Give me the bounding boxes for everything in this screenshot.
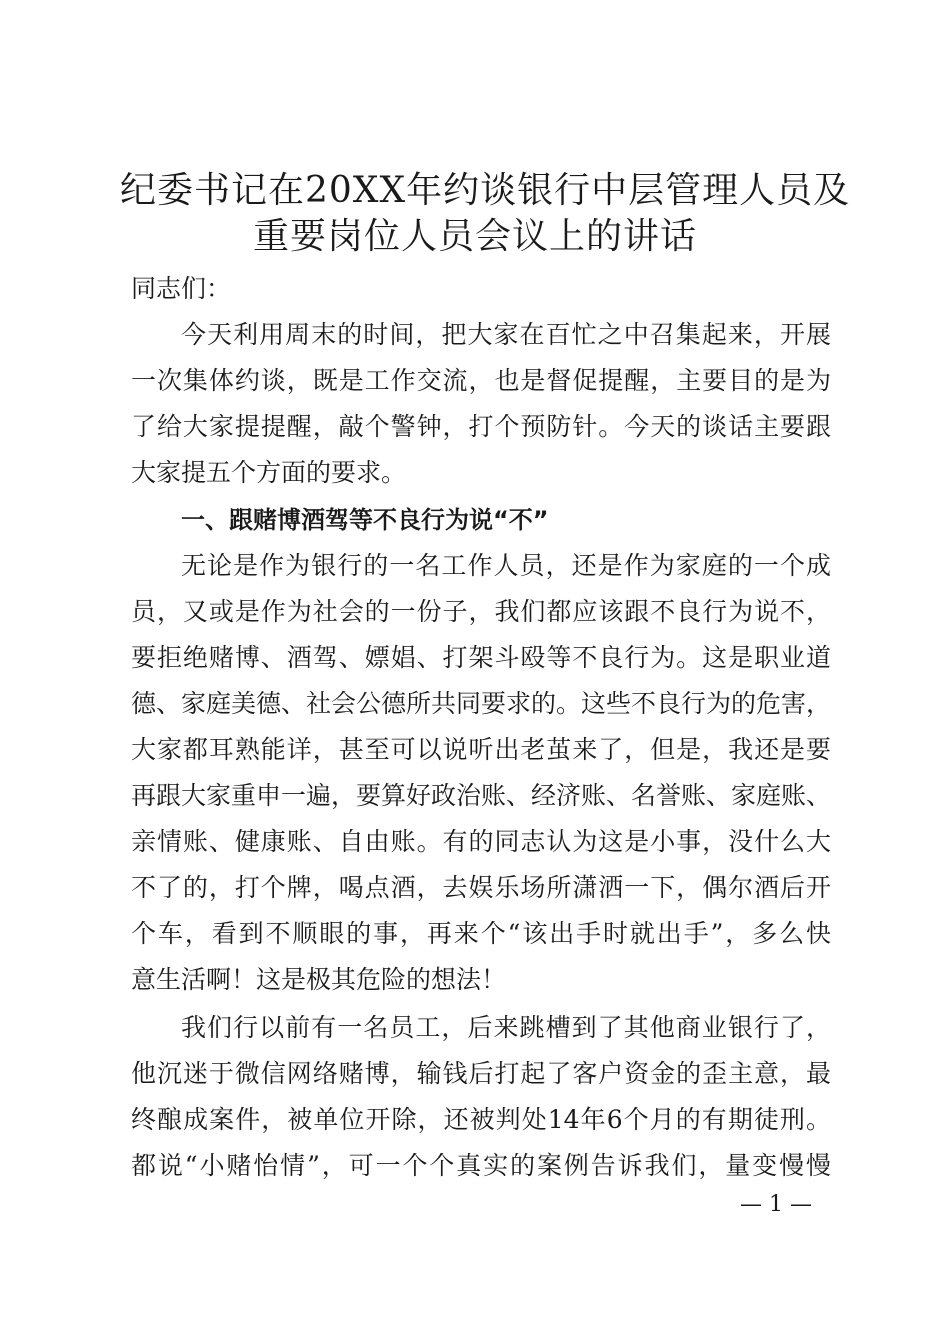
paragraph-2-line: 无论是作为银行的一名工作人员，还是作为家庭的一个成 <box>181 551 831 580</box>
paragraph-3-line: 我们行以前有一名员工，后来跳槽到了其他商业银行了， <box>181 1013 831 1042</box>
paragraph-1-line: 了给大家提提醒，敲个警钟，打个预防针。今天的谈话主要跟 <box>131 412 831 441</box>
section-heading-1: 一、跟赌博酒驾等不良行为说“不” <box>181 506 549 534</box>
paragraph-3-line: 终酿成案件，被单位开除，还被判处14年6个月的有期徒刑。 <box>131 1105 831 1134</box>
paragraph-1-line: 大家提五个方面的要求。 <box>131 458 407 487</box>
paragraph-2-line: 亲情账、健康账、自由账。有的同志认为这是小事，没什么大 <box>131 827 831 856</box>
paragraph-2-line: 再跟大家重申一遍，要算好政治账、经济账、名誉账、家庭账、 <box>131 781 832 810</box>
paragraph-2-line: 德、家庭美德、社会公德所共同要求的。这些不良行为的危害， <box>131 689 832 718</box>
paragraph-2-line: 大家都耳熟能详，甚至可以说听出老茧来了，但是，我还是要 <box>131 735 831 764</box>
document-title-line-1: 纪委书记在20XX年约谈银行中层管理人员及 <box>120 170 851 211</box>
paragraph-2-line: 意生活啊！这是极其危险的想法！ <box>131 965 507 994</box>
paragraph-2-line: 不了的，打个牌，喝点酒，去娱乐场所潇洒一下，偶尔酒后开 <box>131 873 831 902</box>
paragraph-2-line: 个车，看到不顺眼的事，再来个“该出手时就出手”，多么快 <box>131 919 831 948</box>
paragraph-1-line: 今天利用周末的时间，把大家在百忙之中召集起来，开展 <box>181 320 831 349</box>
paragraph-1-line: 一次集体约谈，既是工作交流，也是督促提醒，主要目的是为 <box>131 366 831 395</box>
salutation: 同志们： <box>131 274 232 303</box>
paragraph-3-line: 他沉迷于微信网络赌博，输钱后打起了客户资金的歪主意，最 <box>131 1059 831 1088</box>
document-title-line-2: 重要岗位人员会议上的讲话 <box>252 216 697 257</box>
paragraph-2-line: 员，又或是作为社会的一份子，我们都应该跟不良行为说不， <box>131 597 831 626</box>
paragraph-2-line: 要拒绝赌博、酒驾、嫖娼、打架斗殴等不良行为。这是职业道 <box>131 643 831 672</box>
paragraph-3-line: 都说“小赌怡情”，可一个个真实的案例告诉我们，量变慢慢 <box>131 1151 831 1180</box>
page-number: — 1 — <box>740 1192 812 1217</box>
